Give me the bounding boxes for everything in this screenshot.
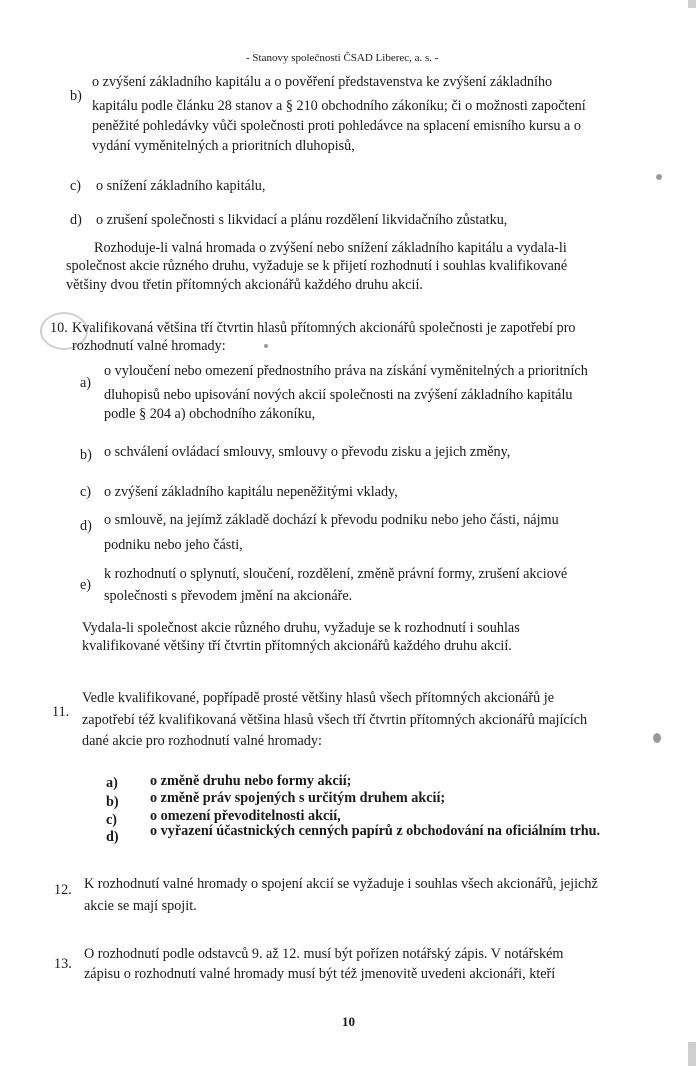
paragraph-line: dané akcie pro rozhodnutí valné hromady: <box>82 733 322 749</box>
paragraph-line: kvalifikované většiny tří čtvrtin přítomných akcionářů každého druhu akcií. <box>82 638 512 654</box>
paragraph-line: kapitálu podle článku 28 stanov a § 210 obchodního zákoníku; či o možnosti započtení <box>92 98 586 114</box>
paragraph-line: dluhopisů nebo upisování nových akcií společnosti na zvýšení základního kapitálu <box>104 387 573 403</box>
paragraph-line: peněžité pohledávky vůči společnosti proti pohledávce na splacení emisního kursu a o <box>92 118 581 134</box>
item-label: e) <box>80 577 92 593</box>
paragraph-line: Vedle kvalifikované, popřípadě prosté většiny hlasů všech přítomných akcionářů je <box>82 690 554 706</box>
paragraph-line: o schválení ovládací smlouvy, smlouvy o převodu zisku a jejich změny, <box>104 444 511 460</box>
section-number: 10. <box>50 320 68 336</box>
scan-speck <box>656 174 662 180</box>
paragraph-line: k rozhodnutí o splynutí, sloučení, rozdělení, změně právní formy, zrušení akciové <box>104 566 568 582</box>
paragraph-line: K rozhodnutí valné hromady o spojení akcií se vyžaduje i souhlas všech akcionářů, jejichž <box>84 876 598 892</box>
paragraph-line: zápisu o rozhodnutí valné hromady musí být též jmenovitě uvedeni akcionáři, kteří <box>84 966 556 982</box>
paragraph-line: Kvalifikovaná většina tří čtvrtin hlasů přítomných akcionářů společnosti je zapotřebí pro <box>72 320 576 336</box>
item-label: d) <box>70 212 82 228</box>
paragraph-line: akcie se mají spojit. <box>84 898 197 914</box>
paragraph-line: O rozhodnutí podle odstavců 9. až 12. musí být pořízen notářský zápis. V notářském <box>84 946 564 962</box>
paragraph-line: společnost akcie různého druhu, vyžaduje se k přijetí rozhodnutí i souhlas kvalifikované <box>66 258 568 274</box>
paragraph-line: o změně práv spojených s určitým druhem akcií; <box>150 790 446 806</box>
paragraph-line: o zrušení společnosti s likvidací a plánu rozdělení likvidačního zůstatku, <box>96 212 508 228</box>
section-number: 11. <box>52 704 70 720</box>
paragraph-line: vydání vyměnitelných a prioritních dluhopisů, <box>92 138 355 154</box>
paragraph-line: o změně druhu nebo formy akcií; <box>150 773 352 789</box>
page-header: - Stanovy společnosti ČSAD Liberec, a. s. - <box>246 52 439 64</box>
item-label: a) <box>106 775 118 791</box>
item-label: b) <box>80 447 92 463</box>
item-label: b) <box>70 88 82 104</box>
paragraph-line: o omezení převoditelnosti akcií, <box>150 808 341 824</box>
scan-edge-mark <box>688 0 696 8</box>
paragraph-line: o snížení základního kapitálu, <box>96 178 266 194</box>
section-number: 12. <box>54 882 72 898</box>
item-label: c) <box>70 178 82 194</box>
paragraph-line: o vyloučení nebo omezení přednostního práva na získání vyměnitelných a prioritních <box>104 363 588 379</box>
section-number: 13. <box>54 956 72 972</box>
paragraph-line: zapotřebí též kvalifikovaná většina hlasů všech tří čtvrtin přítomných akcionářů majících <box>82 712 588 728</box>
item-label: a) <box>80 375 92 391</box>
item-label: c) <box>80 484 92 500</box>
scan-speck <box>653 733 661 743</box>
paragraph-line: o smlouvě, na jejímž základě dochází k převodu podniku nebo jeho části, nájmu <box>104 512 559 528</box>
item-label: c) <box>106 812 118 828</box>
paragraph-line: rozhodnutí valné hromady: <box>72 338 226 354</box>
paragraph-line: většiny dvou třetin přítomných akcionářů každého druhu akcií. <box>66 277 423 293</box>
item-label: d) <box>80 518 92 534</box>
page-number: 10 <box>342 1014 355 1029</box>
paragraph-line: Rozhoduje-li valná hromada o zvýšení nebo snížení základního kapitálu a vydala-li <box>94 240 567 256</box>
item-label: d) <box>106 829 119 845</box>
paragraph-line: společnosti s převodem jmění na akcionáře. <box>104 588 353 604</box>
item-label: b) <box>106 794 119 810</box>
paragraph-line: o vyřazení účastnických cenných papírů z obchodování na oficiálním trhu. <box>150 823 601 839</box>
paragraph-line: o zvýšení základního kapitálu a o pověření představenstva ke zvýšení základního <box>92 74 553 90</box>
scan-speck <box>264 344 268 348</box>
paragraph-line: podniku nebo jeho části, <box>104 537 243 553</box>
paragraph-line: podle § 204 a) obchodního zákoníku, <box>104 406 316 422</box>
scan-edge-mark <box>688 1042 696 1066</box>
paragraph-line: Vydala-li společnost akcie různého druhu, vyžaduje se k rozhodnutí i souhlas <box>82 620 520 636</box>
paragraph-line: o zvýšení základního kapitálu nepeněžitými vklady, <box>104 484 398 500</box>
